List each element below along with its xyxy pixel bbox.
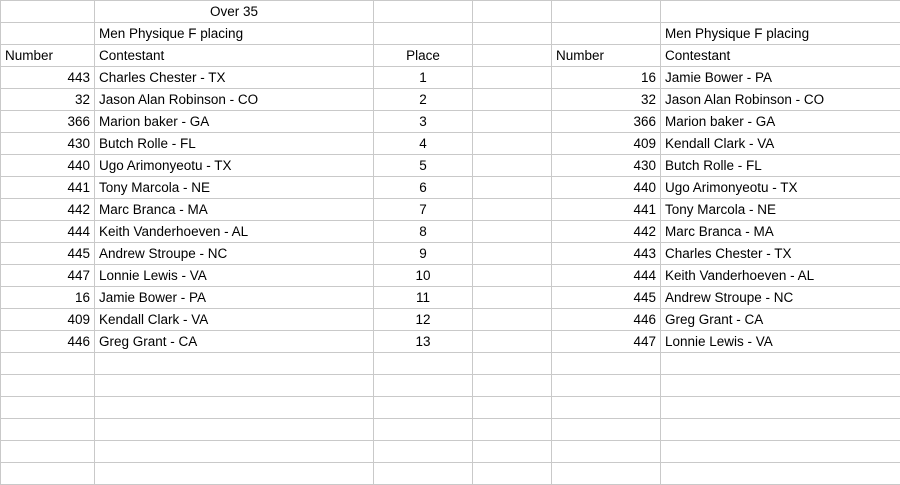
cell-blank[interactable] [473, 441, 552, 463]
empty-row [1, 419, 900, 441]
cell-blank[interactable] [473, 243, 552, 265]
cell-number-right[interactable]: 32 [552, 89, 661, 111]
cell-number-left[interactable]: 366 [1, 111, 95, 133]
cell-blank[interactable] [374, 375, 473, 397]
cell-blank[interactable] [1, 353, 95, 375]
header-number-left[interactable]: Number [1, 45, 95, 67]
cell-number-left[interactable]: 441 [1, 177, 95, 199]
empty-row [1, 397, 900, 419]
cell-contestant-right[interactable]: Ugo Arimonyeotu - TX [661, 177, 900, 199]
cell-place[interactable]: 1 [374, 67, 473, 89]
cell-number-right[interactable]: 16 [552, 67, 661, 89]
cell-number-right[interactable]: 444 [552, 265, 661, 287]
empty-row [1, 463, 900, 485]
table-row [1, 331, 900, 353]
cell-number-right[interactable]: 366 [552, 111, 661, 133]
cell-blank[interactable] [95, 353, 374, 375]
cell-number-left[interactable]: 444 [1, 221, 95, 243]
cell-blank[interactable] [473, 133, 552, 155]
cell-contestant-left[interactable]: Andrew Stroupe - NC [95, 243, 374, 265]
table-row [1, 287, 900, 309]
header-row [1, 45, 900, 67]
cell-place[interactable]: 9 [374, 243, 473, 265]
cell-blank[interactable] [473, 155, 552, 177]
cell-blank[interactable] [473, 397, 552, 419]
cell-blank[interactable] [473, 419, 552, 441]
cell-blank[interactable] [473, 199, 552, 221]
cell-contestant-right[interactable]: Lonnie Lewis - VA [661, 331, 900, 353]
cell-blank[interactable] [473, 375, 552, 397]
cell-number-right[interactable]: 443 [552, 243, 661, 265]
cell-blank[interactable] [1, 441, 95, 463]
cell-contestant-right[interactable]: Charles Chester - TX [661, 243, 900, 265]
cell-contestant-left[interactable]: Keith Vanderhoeven - AL [95, 221, 374, 243]
cell-blank[interactable] [661, 375, 900, 397]
cell-blank[interactable] [552, 1, 661, 23]
cell-blank[interactable] [552, 375, 661, 397]
cell-place[interactable]: 10 [374, 265, 473, 287]
table-row [1, 133, 900, 155]
cell-blank[interactable] [552, 23, 661, 45]
cell-contestant-right[interactable]: Tony Marcola - NE [661, 199, 900, 221]
cell-blank[interactable] [1, 23, 95, 45]
cell-blank[interactable] [95, 397, 374, 419]
table-row [1, 265, 900, 287]
cell-contestant-left[interactable]: Ugo Arimonyeotu - TX [95, 155, 374, 177]
cell-over-35-title[interactable]: Over 35 [95, 1, 374, 23]
empty-row [1, 353, 900, 375]
cell-blank[interactable] [661, 419, 900, 441]
cell-blank[interactable] [661, 441, 900, 463]
header-number-right[interactable]: Number [552, 45, 661, 67]
cell-blank[interactable] [661, 1, 900, 23]
table-row [1, 89, 900, 111]
table-row [1, 243, 900, 265]
cell-blank[interactable] [374, 1, 473, 23]
cell-place[interactable]: 5 [374, 155, 473, 177]
cell-blank[interactable] [95, 419, 374, 441]
cell-number-right[interactable]: 441 [552, 199, 661, 221]
cell-number-left[interactable]: 447 [1, 265, 95, 287]
cell-contestant-right[interactable]: Greg Grant - CA [661, 309, 900, 331]
cell-contestant-left[interactable]: Tony Marcola - NE [95, 177, 374, 199]
cell-contestant-right[interactable]: Jason Alan Robinson - CO [661, 89, 900, 111]
cell-blank[interactable] [552, 353, 661, 375]
cell-contestant-right[interactable]: Andrew Stroupe - NC [661, 287, 900, 309]
cell-contestant-right[interactable]: Keith Vanderhoeven - AL [661, 265, 900, 287]
cell-contestant-right[interactable]: Kendall Clark - VA [661, 133, 900, 155]
header-contestant-right[interactable]: Contestant [661, 45, 900, 67]
subtitle-row [1, 23, 900, 45]
cell-place[interactable]: 3 [374, 111, 473, 133]
cell-blank[interactable] [552, 463, 661, 485]
cell-number-right[interactable]: 446 [552, 309, 661, 331]
cell-contestant-left[interactable]: Kendall Clark - VA [95, 309, 374, 331]
cell-blank[interactable] [95, 375, 374, 397]
cell-number-left[interactable]: 409 [1, 309, 95, 331]
cell-right-section-label[interactable]: Men Physique F placing [661, 23, 900, 45]
cell-blank[interactable] [374, 441, 473, 463]
cell-contestant-right[interactable]: Butch Rolle - FL [661, 155, 900, 177]
cell-place[interactable]: 13 [374, 331, 473, 353]
cell-number-right[interactable]: 447 [552, 331, 661, 353]
cell-place[interactable]: 12 [374, 309, 473, 331]
cell-blank[interactable] [473, 23, 552, 45]
cell-blank[interactable] [374, 463, 473, 485]
cell-place[interactable]: 2 [374, 89, 473, 111]
cell-blank[interactable] [473, 1, 552, 23]
cell-place[interactable]: 4 [374, 133, 473, 155]
cell-blank[interactable] [552, 419, 661, 441]
header-contestant-left[interactable]: Contestant [95, 45, 374, 67]
cell-blank[interactable] [374, 353, 473, 375]
cell-blank[interactable] [473, 331, 552, 353]
cell-blank[interactable] [473, 67, 552, 89]
title-row [1, 1, 900, 23]
cell-blank[interactable] [95, 441, 374, 463]
cell-place[interactable]: 7 [374, 199, 473, 221]
cell-number-left[interactable]: 442 [1, 199, 95, 221]
cell-contestant-left[interactable]: Greg Grant - CA [95, 331, 374, 353]
cell-blank[interactable] [661, 397, 900, 419]
table-row [1, 221, 900, 243]
table-row [1, 309, 900, 331]
cell-number-right[interactable]: 430 [552, 155, 661, 177]
cell-place[interactable]: 6 [374, 177, 473, 199]
cell-place[interactable]: 8 [374, 221, 473, 243]
cell-contestant-left[interactable]: Marc Branca - MA [95, 199, 374, 221]
cell-number-left[interactable]: 440 [1, 155, 95, 177]
sheet-body [1, 1, 900, 485]
cell-blank[interactable] [95, 463, 374, 485]
cell-contestant-right[interactable]: Jamie Bower - PA [661, 67, 900, 89]
cell-blank[interactable] [1, 419, 95, 441]
cell-number-left[interactable]: 430 [1, 133, 95, 155]
cell-blank[interactable] [473, 177, 552, 199]
cell-number-right[interactable]: 409 [552, 133, 661, 155]
cell-number-left[interactable]: 445 [1, 243, 95, 265]
cell-blank[interactable] [473, 265, 552, 287]
table-row [1, 199, 900, 221]
cell-blank[interactable] [552, 397, 661, 419]
cell-blank[interactable] [374, 397, 473, 419]
cell-blank[interactable] [661, 463, 900, 485]
cell-contestant-left[interactable]: Lonnie Lewis - VA [95, 265, 374, 287]
cell-blank[interactable] [1, 463, 95, 485]
cell-blank[interactable] [473, 463, 552, 485]
empty-row [1, 441, 900, 463]
cell-number-right[interactable]: 445 [552, 287, 661, 309]
cell-blank[interactable] [473, 309, 552, 331]
cell-blank[interactable] [1, 397, 95, 419]
cell-blank[interactable] [473, 287, 552, 309]
cell-blank[interactable] [1, 1, 95, 23]
cell-contestant-left[interactable]: Charles Chester - TX [95, 67, 374, 89]
cell-contestant-left[interactable]: Jason Alan Robinson - CO [95, 89, 374, 111]
table-row [1, 177, 900, 199]
cell-contestant-right[interactable]: Marion baker - GA [661, 111, 900, 133]
cell-blank[interactable] [473, 353, 552, 375]
empty-row [1, 375, 900, 397]
cell-contestant-left[interactable]: Jamie Bower - PA [95, 287, 374, 309]
cell-left-section-label[interactable]: Men Physique F placing [95, 23, 374, 45]
cell-blank[interactable] [374, 419, 473, 441]
table-row [1, 155, 900, 177]
cell-blank[interactable] [1, 375, 95, 397]
cell-blank[interactable] [473, 221, 552, 243]
cell-blank[interactable] [473, 111, 552, 133]
cell-place[interactable]: 11 [374, 287, 473, 309]
cell-contestant-right[interactable]: Marc Branca - MA [661, 221, 900, 243]
cell-blank[interactable] [473, 89, 552, 111]
cell-blank[interactable] [552, 441, 661, 463]
cell-number-right[interactable]: 440 [552, 177, 661, 199]
cell-number-left[interactable]: 32 [1, 89, 95, 111]
cell-number-right[interactable]: 442 [552, 221, 661, 243]
cell-contestant-left[interactable]: Butch Rolle - FL [95, 133, 374, 155]
cell-number-left[interactable]: 446 [1, 331, 95, 353]
cell-blank[interactable] [473, 45, 552, 67]
cell-number-left[interactable]: 443 [1, 67, 95, 89]
cell-contestant-left[interactable]: Marion baker - GA [95, 111, 374, 133]
table-row [1, 111, 900, 133]
table-row [1, 67, 900, 89]
cell-blank[interactable] [661, 353, 900, 375]
cell-blank[interactable] [374, 23, 473, 45]
header-place[interactable]: Place [374, 45, 473, 67]
cell-number-left[interactable]: 16 [1, 287, 95, 309]
